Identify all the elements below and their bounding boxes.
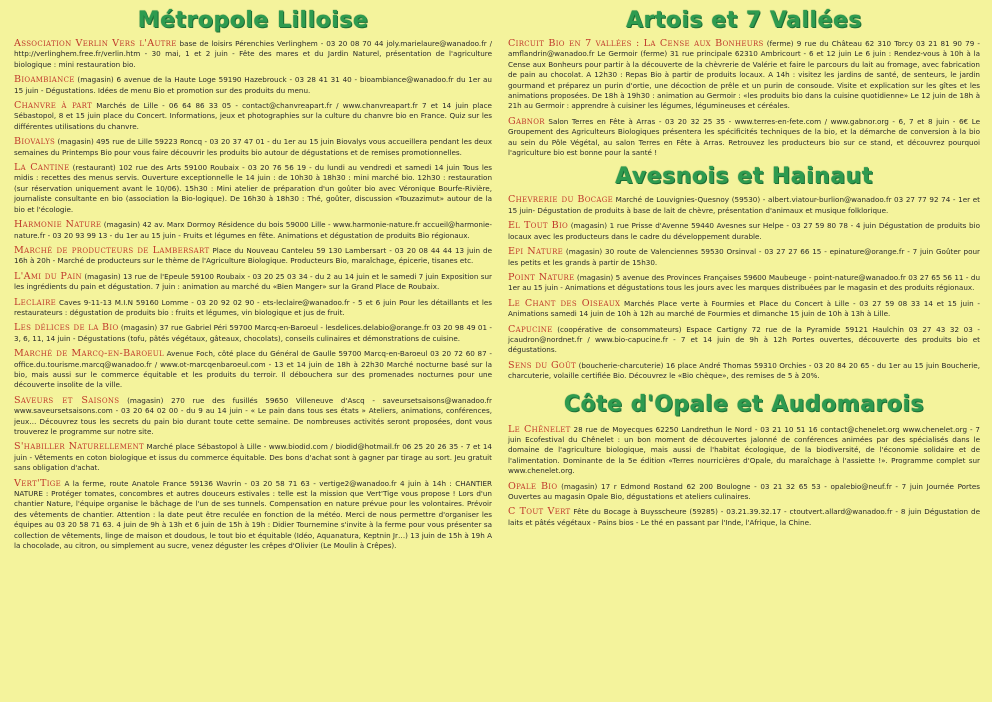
listing-entry xyxy=(508,273,980,294)
listing-details: Place du Nouveau Canteleu 59 130 Lambersart - 03 20 08 44 44 13 juin de 16h à 20h - Marché de producteurs sur le thème de l'Agriculture Biologique. Producteurs Bio, maraîchage, épicerie, tisanes etc. xyxy=(14,245,492,266)
listing-name: Marché de producteurs de Lambersart xyxy=(14,244,210,256)
listing-entry xyxy=(14,137,492,158)
listing-details: base de loisirs Pérenchies Verlinghem - 03 20 08 70 44 joly.marielaure@wanadoo.fr / http://verlinghem.free.fr/verlin.htm - 30 mai, 1 et 2 juin - Fête des mares et du Jardin Naturel, présentation de l'agriculture biologique : mini restauration bio. xyxy=(14,39,492,69)
listing-details: 28 rue de Moyecques 62250 Landrethun le Nord - 03 21 10 51 16 contact@chenelet.org www.chenelet.org - 7 juin Ecofestival du Chênelet : un bon moment de découvertes jalonné de conférences animées par des spécialisés dans le domaine de l'agriculture biologique, mais aussi de l'habitat écologique, de la biodiversité, de l'économie solidaire et de l'alimentation. Dominante de la 5e édition «Terres nourricières d'Opale, du maraîchage à l'assiette !». Programme complet sur www.chenelet.org. xyxy=(508,424,980,476)
listing-details: Fête du Bocage à Buysscheure (59285) - 03.21.39.32.17 - ctoutvert.allard@wanadoo.fr - 8 juin Dégustation de laits et pâtés végétaux - Pains bios - Le thé en passant par l'Inde, l'Afrique, la Chine. xyxy=(508,507,980,527)
listing-name: Association Verlin Vers l'Autre xyxy=(14,38,177,49)
listing-details: Marché place Sébastopol à Lille - www.biodid.com / biodid@hotmail.fr 06 25 20 26 35 - 7 et 14 juin - Vêtements en coton biologique et issus du commerce équitable. Des bons d'achat sont à gagner par tirage au sort. Jeu gratuit sans obligation d'achat. xyxy=(14,442,492,473)
listing-name: Le Chant des Oiseaux xyxy=(508,297,621,309)
listing-details: (magasin) 30 route de Valenciennes 59530 Orsinval - 03 27 27 66 15 - epinature@orange.fr - 7 juin Goûter pour les petits et les grands à partir de 15h30. xyxy=(508,247,980,267)
listing-details: (magasin) 495 rue de Lille 59223 Roncq - 03 20 37 47 01 - du 1er au 15 juin Biovalys vous accueillera pendant les deux semaines du Printemps Bio pour vous faire découvrir les produits bio autour de dégustations et de remises promotionnelles. xyxy=(14,137,492,157)
listing-entry xyxy=(14,220,492,241)
listing-entry xyxy=(508,247,980,268)
listing-entry xyxy=(14,246,492,267)
listing-entry xyxy=(14,101,492,132)
listing-name: Harmonie Nature xyxy=(14,219,102,231)
listing-entry xyxy=(14,349,492,391)
listing-name: Marché de Marcq-en-Baroeul xyxy=(14,348,164,360)
listing-name: Epi Nature xyxy=(508,246,564,258)
listing-name: Vert'Tige xyxy=(14,477,62,489)
listing-entry xyxy=(14,442,492,473)
listing-name: Saveurs et Saisons xyxy=(14,394,120,406)
listing-details: (magasin) 5 avenue des Provinces Françaises 59600 Maubeuge - point-nature@wanadoo.fr 03 27 65 56 11 - du 1er au 15 juin - Animations et dégustations tous les jours avec les marques distribuées par le magasin et des produits régionaux. xyxy=(508,272,980,293)
listing-entry xyxy=(508,195,980,216)
listing-entry xyxy=(14,396,492,438)
listing-details: (boucherie-charcuterie) 16 place André Thomas 59310 Orchies - 03 20 84 20 65 - du 1er au 15 juin Boucherie, charcuterie, volaille certifiée Bio. Découvrez le «Bio chèque», des remises de 5 à 20%. xyxy=(508,360,980,381)
listing-entry xyxy=(14,479,492,552)
listing-entry xyxy=(508,507,980,528)
listing-details: Salon Terres en Fête à Arras - 03 20 32 25 35 - www.terres-en-fete.com / www.gabnor.org - 6, 7 et 8 juin - 6€ Le Groupement des Agriculteurs Biologiques présentera les spécificités techniques de la bio, et la démarche de conversion à la bio au sein du Pôle Végétal, au salon Terres en Fête à Arras. Retrouvez les producteurs bio sur ce stand, et découvrez pourquoi l'agriculture bio est bonne pour la santé ! xyxy=(508,116,980,158)
listing-name: La Cantine xyxy=(14,162,70,174)
listing-name: Bioambiance xyxy=(14,74,75,86)
listing-entry xyxy=(14,298,492,319)
listing-details: Marchés de Lille - 06 64 86 33 05 - contact@chanvreapart.fr / www.chanvreapart.fr 7 et 14 juin place Sébastopol, 8 et 15 juin place du Concert. Informations, jeux et photographies sur la culture du chanvre bio en France. Quiz sur les différentes utilisations du chanvre. xyxy=(14,101,492,131)
listing-entry xyxy=(508,221,980,242)
listing-name: Point Nature xyxy=(508,271,575,283)
listing-name: Biovalys xyxy=(14,136,56,148)
listing-details: (magasin) 42 av. Marx Dormoy Résidence du bois 59000 Lille - www.harmonie-nature.fr accueil@harmonie-nature.fr - 03 20 93 99 13 - du 1er au 15 juin - Fruits et légumes en fête. Animations et dégustation de produits Bio régionaux. xyxy=(14,220,492,240)
listing-name: Chevrerie du Bocage xyxy=(508,194,614,206)
listing-name: Les délices de la Bio xyxy=(14,322,119,334)
listing-details: Caves 9-11-13 M.I.N 59160 Lomme - 03 20 92 02 90 - ets-leclaire@wanadoo.fr - 5 et 6 juin Pour les détaillants et les restaurateurs : dégustation de produits bio : fruits et légumes, vin biologique et jus de fruit. xyxy=(14,297,492,317)
listing-details: (magasin) 6 avenue de la Haute Loge 59190 Hazebrouck - 03 28 41 31 40 - bioambiance@wanadoo.fr du 1er au 15 juin - Dégustations. Idées de menu Bio et promotion sur des produits du menu. xyxy=(14,75,492,95)
listing-entry xyxy=(508,325,980,356)
listing-name: Opale Bio xyxy=(508,480,558,492)
listing-entry xyxy=(14,163,492,215)
listing-name: El Tout Bio xyxy=(508,220,569,232)
listing-name: Circuit Bio en 7 vallées : La Cense aux Bonheurs xyxy=(508,38,764,49)
listing-entry xyxy=(508,482,980,503)
listing-name: L'Ami du Pain xyxy=(14,270,82,282)
left-column xyxy=(14,0,492,556)
listing-name: Sens du Goût xyxy=(508,359,577,371)
listing-details: (coopérative de consommateurs) Espace Cartigny 72 rue de la Pyramide 59121 Haulchin 03 27 43 32 03 - jcaudron@nordnet.fr / www.bio-capucine.fr - 7 et 14 juin de 9h à 12h Portes ouvertes, découverte des produits bio et dégustations. xyxy=(508,324,980,355)
listing-details: (magasin) 1 rue Prisse d'Avenne 59440 Avesnes sur Helpe - 03 27 59 80 78 - 4 juin Dégustation de produits bio locaux avec les producteurs dans le cadre du développement durable. xyxy=(508,221,980,241)
listing-entry xyxy=(508,117,980,159)
region-title: Côte d'Opale et Audomarois xyxy=(563,391,925,417)
listing-name: C Tout Vert xyxy=(508,506,571,518)
listing-name: Gabnor xyxy=(508,115,545,127)
listing-entry xyxy=(508,361,980,382)
right-column xyxy=(508,0,980,533)
listing-entry xyxy=(508,299,980,320)
listing-entry xyxy=(14,75,492,96)
listing-details: (magasin) 37 rue Gabriel Péri 59700 Marcq-en-Baroeul - lesdelices.delabio@orange.fr 03 20 98 49 01 - 3, 6, 11, 14 juin - Dégustations (tofu, pâtés végétaux, gâteaux, chocolats), conseils culinaires et démonstrations de cuisine. xyxy=(14,323,492,343)
listing-details: (magasin) 17 r Edmond Rostand 62 200 Boulogne - 03 21 32 65 53 - opalebio@neuf.fr - 7 juin Journée Portes Ouvertes au magasin Opale Bio, dégustations et ateliers culinaires. xyxy=(508,481,980,501)
listing-details: (restaurant) 102 rue des Arts 59100 Roubaix - 03 20 76 56 19 - du lundi au vendredi et samedi 14 juin Tous les midis : recettes des menus servis. Ouverture exceptionnelle le 14 juin : de 10h30 à 18h30 : mini marché bio. 12h30 : restauration (sur réservation uniquement avant le 10/06). 15h30 : Mini atelier de préparation d'un goûter bio avec Véronique Bourfe-Rivière, journaliste consultante en bio (association la Bio-logique). De 16h30 à 18h30 : Thé, goûter, discussion «Touzazimut» autour de la bio et l'écologie. xyxy=(14,163,492,214)
listing-entry xyxy=(508,39,980,112)
region-title-metropole-lilloise: Métropole Lilloise xyxy=(137,8,369,33)
region-title: Avesnois et Hainaut xyxy=(615,164,873,190)
listing-name: Leclaire xyxy=(14,296,57,308)
listing-details: Marchés Place verte à Fourmies et Place du Concert à Lille - 03 27 59 08 33 14 et 15 juin - Animations samedi 14 juin de 10h à 12h au marché de Fourmies et dimanche 15 juin de 10h à 13h à Lille. xyxy=(508,298,980,319)
listing-entry xyxy=(508,425,980,477)
listing-details: Avenue Foch, côté place du Général de Gaulle 59700 Marcq-en-Baroeul 03 20 72 60 87 - office.du.tourisme.marcq@wanadoo.fr / www.ot-marcqenbaroeul.com - 13 et 14 juin de 18h à 22h30 Marché nocturne basé sur la bio, mais aussi sur le commerce équitable et les produits du terroir. Il débouchera sur des promenades nocturnes pour une découverte insolite de la ville. xyxy=(14,349,493,390)
listing-details: (magasin) 13 rue de l'Epeule 59100 Roubaix - 03 20 25 03 34 - du 2 au 14 juin et le samedi 7 juin Exposition sur les ingrédients du pain et dégustation. 7 juin : animation au marché du «Bien Manger» sur la Grand Place de Roubaix. xyxy=(14,271,493,292)
listing-details: A la ferme, route Anatole France 59136 Wavrin - 03 20 58 71 63 - vertige2@wanadoo.fr 4 juin à 14h : CHANTIER NATURE : Protéger tomates, concombres et autres douceurs estivales : telle est la mission que Vert'Tige vous propose ! Lors d'un chantier Nature, l'équipe organise le bâchage de l'un de ses tunnels. Compensation en nature prévue pour les volontaires. Prévoir des vêtements de chantier. Attention : la date peut être reculée en fonction de la météo. Merci de nous permettre d'organiser les équipes au 03 20 58 71 63. 4 juin de 9h à 13h et 6 juin de 15h à 19h : Didier Tournemine s'invite à la ferme pour vous présenter sa collection de vêtements, linge de maison et doudous, le tout bio et équitable (Idéo, Aquanatura, Keptnin Jr…) 13 juin de 15h à 19h A la chocolade, au citron, ou simplement au sucre, venez déguster les crêpes d'Olivier (Le Moulin à Crêpes). xyxy=(14,478,492,551)
listing-name: S'habiller Naturellement xyxy=(14,441,144,453)
listing-name: Chanvre à part xyxy=(14,100,93,112)
region-title: Artois et 7 Vallées xyxy=(625,8,863,33)
listing-name: Capucine xyxy=(508,323,553,335)
listing-entry xyxy=(14,272,492,293)
listing-entry xyxy=(14,323,492,344)
listing-details: (ferme) 9 rue du Château 62 310 Torcy 03 21 81 90 79 - amflandrin@wanadoo.fr Le Germoir (ferme) 31 rue principale 62310 Ambricourt - 6 et 12 juin Le 6 juin : Rendez-vous à 10h à la Cense aux Bonheurs pour partir à la découverte de la chèvrerie de Valérie et faire le parcours du lait au fromage, avec fabrication de pain au chocolat. A 12h30 : Repas Bio à partir de produits locaux. A 14h : visitez les jardins de santé, de senteurs, le jardin gourmand et préparez un purin d'ortie, une décoction de prêle et un purin de consoude. Visite et explication sur les gîtes et les animations proposées. De 18h à 19h30 : animation au Germoir : «les produits bio dans la cuisine quotidienne» Le 12 juin de 18h à 21h au Germoir : apprendre à cuisiner les légumes, légumineuses et céréales. xyxy=(508,39,980,111)
listing-details: Marché de Louvignies-Quesnoy (59530) - albert.viatour-burlion@wanadoo.fr 03 27 77 92 74 - 1er et 15 juin- Dégustation de produits à base de lait de chèvre, présentation d'animaux et musique folklorique. xyxy=(508,195,980,215)
listing-entry xyxy=(14,39,492,70)
listing-name: Le Chênelet xyxy=(508,423,571,435)
left-entries xyxy=(14,39,492,551)
listing-details: (magasin) 270 rue des fusillés 59650 Villeneuve d'Ascq - saveursetsaisons@wanadoo.fr www.saveursetsaisons.com - 03 20 64 02 00 - du 9 au 14 juin - « Le pain dans tous ses états » Ateliers, animations, conférences, jeux… Découvrez tous les secrets du pain bio durant toute cette semaine. De nombreuses activités seront proposées, dont vous trouverez le programme sur notre site. xyxy=(14,395,492,436)
